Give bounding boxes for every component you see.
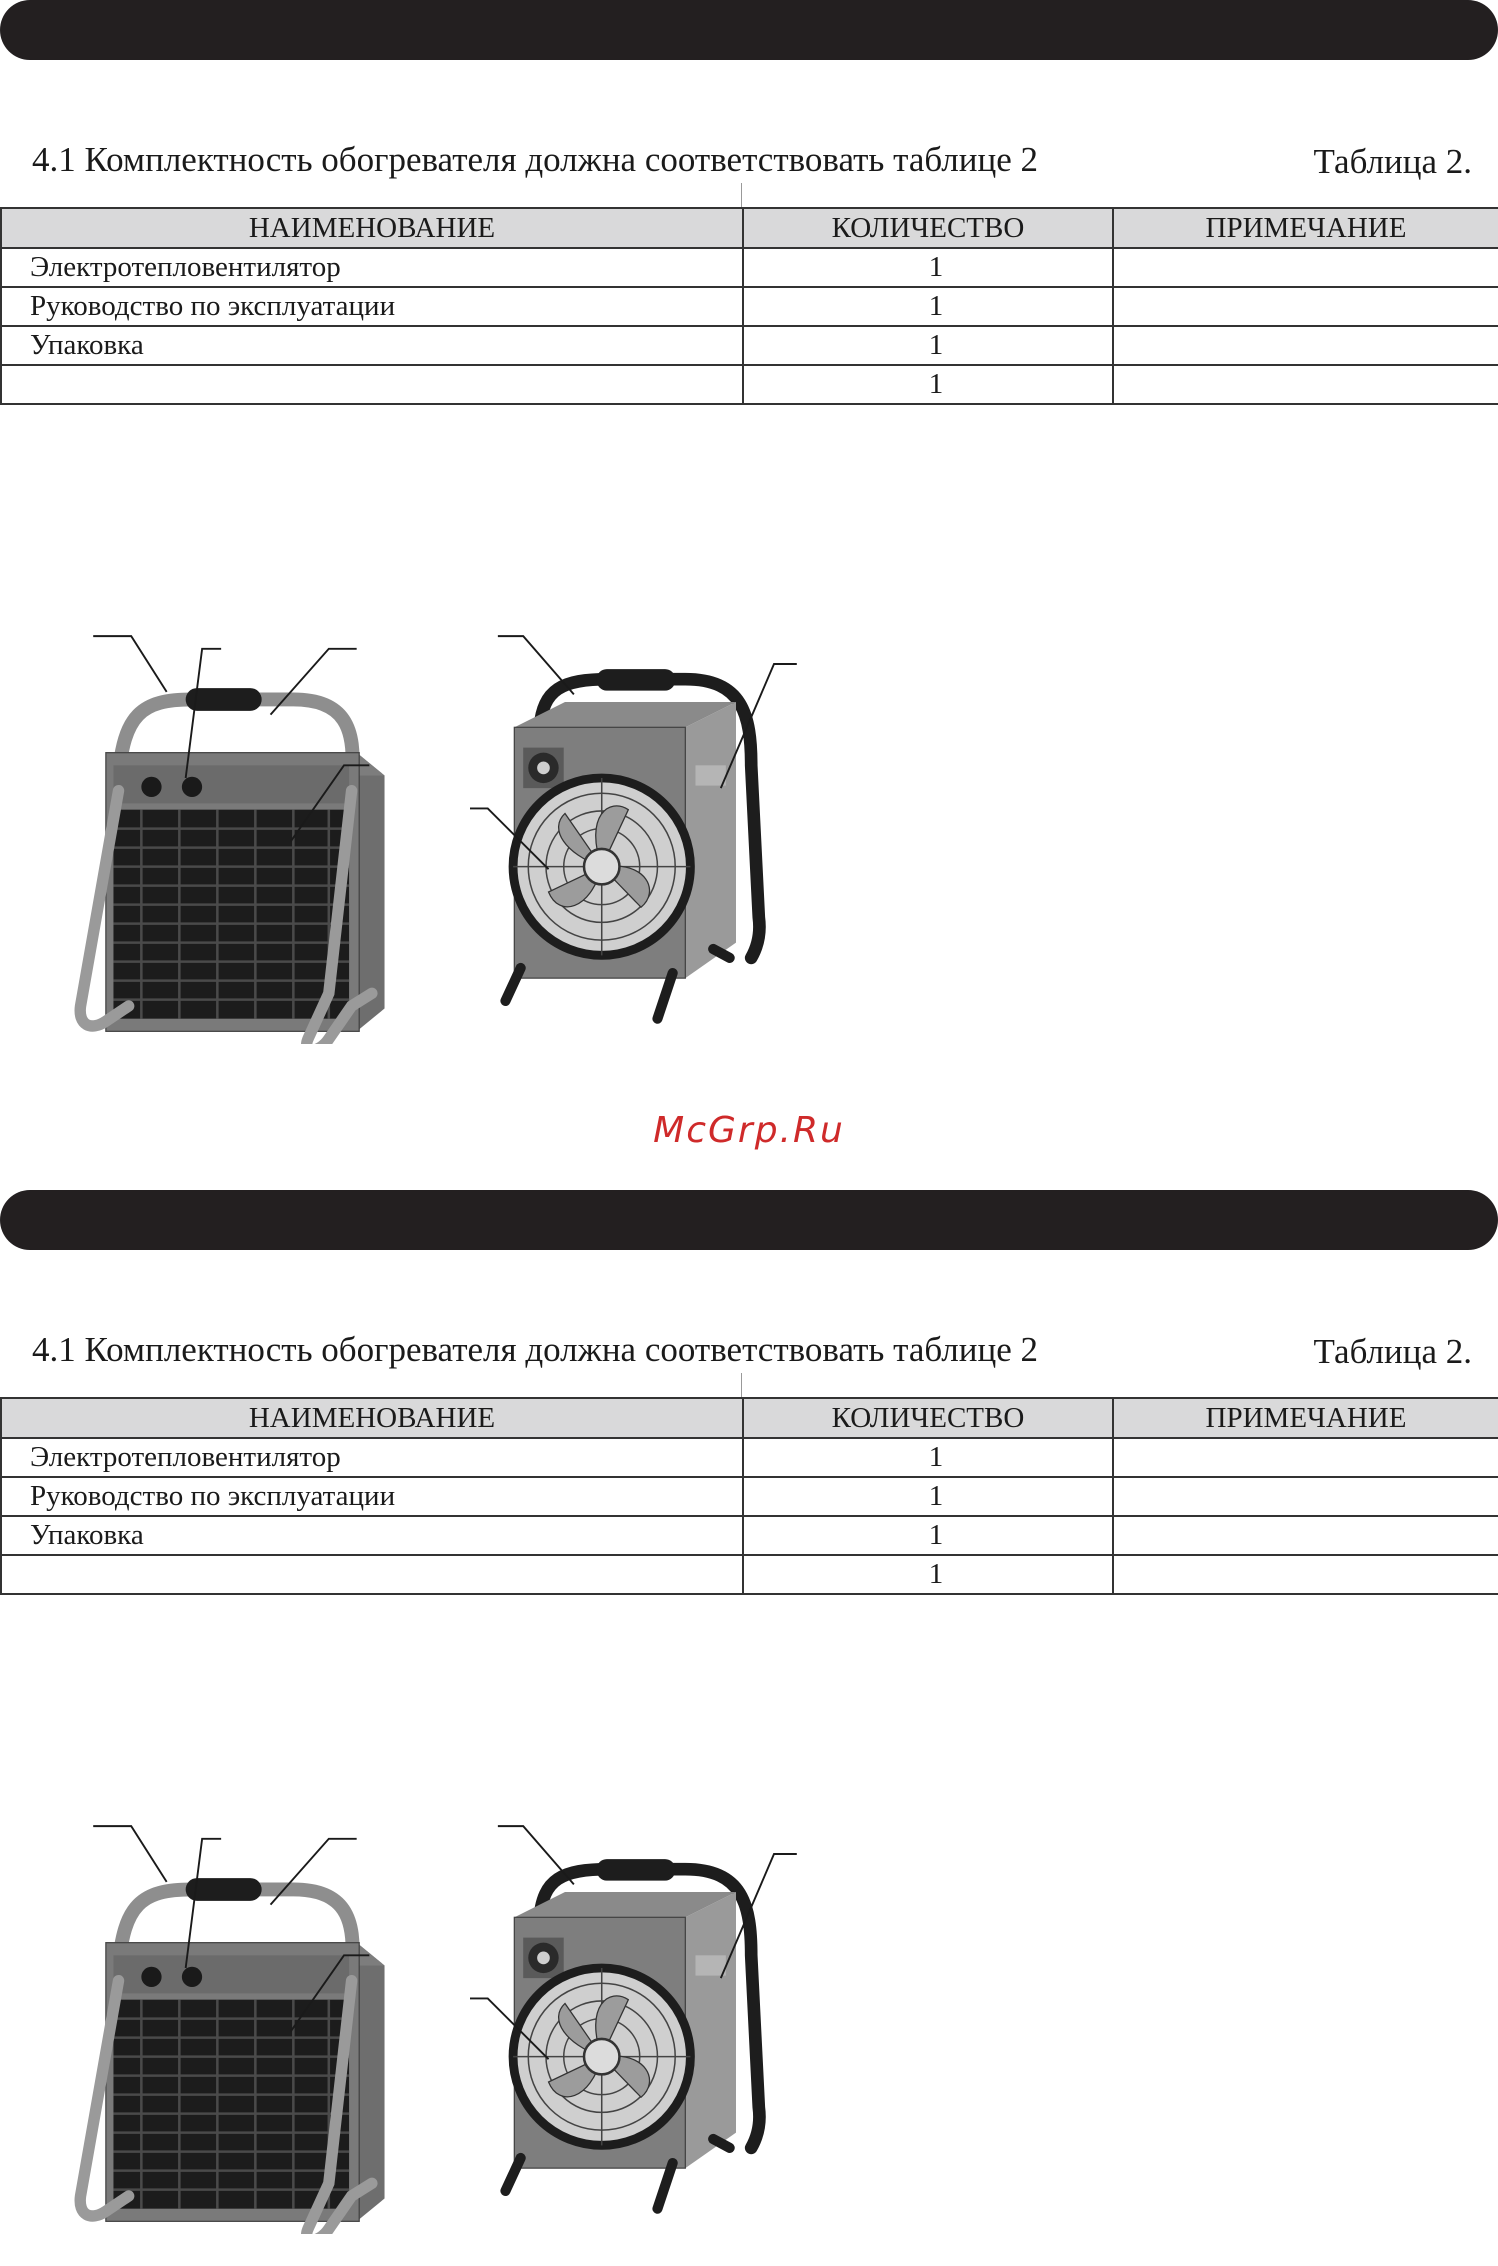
table-row [1,1555,1498,1594]
heater-back-figure [470,1815,850,2235]
table-row [1,248,1498,287]
header-quantity: КОЛИЧЕСТВО [743,208,1113,248]
table-caption: Таблица 2. [1313,142,1472,181]
row-quantity: 1 [743,287,1113,326]
column-tick [741,183,742,207]
header-band [0,1190,1498,1250]
row-quantity: 1 [743,248,1113,287]
table-header-row [1,1398,1498,1438]
column-tick [741,1373,742,1397]
row-name: Руководство по эксплуатации [1,287,743,326]
heater-back-figure [470,625,850,1045]
row-quantity: 1 [743,326,1113,365]
header-note: ПРИМЕЧАНИЕ [1113,1398,1498,1438]
row-name [1,1555,743,1594]
table-row [1,287,1498,326]
row-quantity: 1 [743,365,1113,404]
row-name: Упаковка [1,326,743,365]
heater-front-figure [40,625,420,1045]
header-band [0,0,1498,60]
row-name: Руководство по эксплуатации [1,1477,743,1516]
row-name [1,365,743,404]
row-quantity: 1 [743,1438,1113,1477]
section-title: 4.1 Комплектность обогревателя должна соответствовать таблице 2 [32,1330,1039,1369]
row-quantity: 1 [743,1477,1113,1516]
table-row [1,1438,1498,1477]
table-row [1,326,1498,365]
row-note [1113,287,1498,326]
header-quantity: КОЛИЧЕСТВО [743,1398,1113,1438]
header-name: НАИМЕНОВАНИЕ [1,1398,743,1438]
header-note: ПРИМЕЧАНИЕ [1113,208,1498,248]
table-row [1,365,1498,404]
row-quantity: 1 [743,1555,1113,1594]
heater-front-figure [40,1815,420,2235]
table-row [1,1477,1498,1516]
kit-table [0,1397,1498,1595]
row-note [1113,365,1498,404]
row-note [1113,1477,1498,1516]
table-header-row [1,208,1498,248]
row-note [1113,248,1498,287]
kit-table [0,207,1498,405]
header-name: НАИМЕНОВАНИЕ [1,208,743,248]
table-caption: Таблица 2. [1313,1332,1472,1371]
row-note [1113,1555,1498,1594]
row-note [1113,326,1498,365]
row-quantity: 1 [743,1516,1113,1555]
watermark: McGrp.Ru [653,1110,845,1151]
row-name: Упаковка [1,1516,743,1555]
row-note [1113,1438,1498,1477]
section-title: 4.1 Комплектность обогревателя должна соответствовать таблице 2 [32,140,1039,179]
row-note [1113,1516,1498,1555]
row-name: Электротепловентилятор [1,248,743,287]
table-row [1,1516,1498,1555]
row-name: Электротепловентилятор [1,1438,743,1477]
